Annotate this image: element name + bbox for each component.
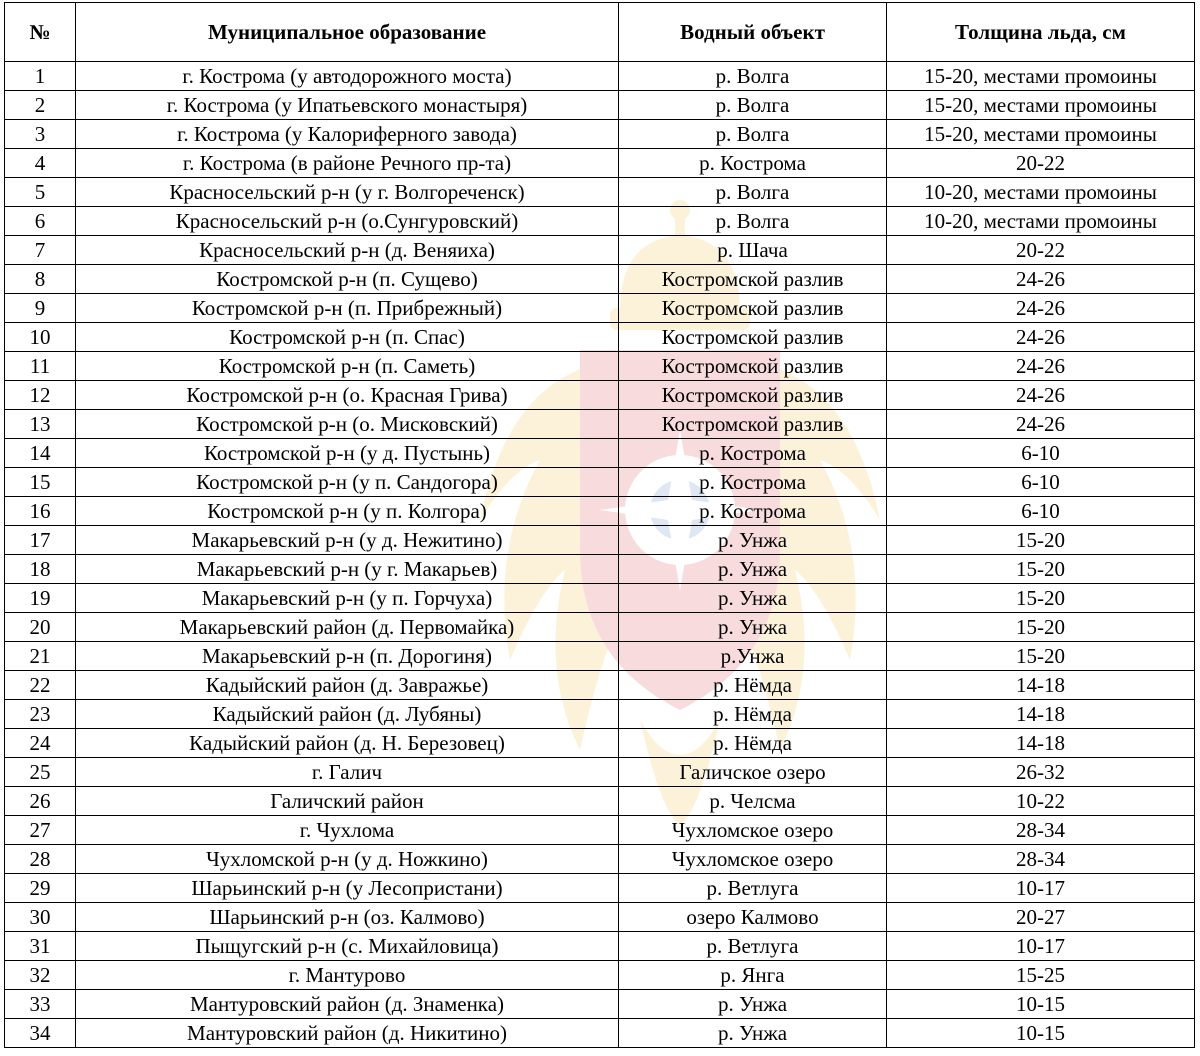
cell-number: 14 <box>5 439 76 468</box>
cell-number: 24 <box>5 729 76 758</box>
cell-ice-thickness: 10-22 <box>887 787 1195 816</box>
cell-ice-thickness: 24-26 <box>887 294 1195 323</box>
cell-water-body: р. Кострома <box>619 497 887 526</box>
table-row <box>5 671 1195 700</box>
cell-water-body: Костромской разлив <box>619 410 887 439</box>
cell-water-body: Костромской разлив <box>619 381 887 410</box>
cell-ice-thickness: 10-20, местами промоины <box>887 178 1195 207</box>
cell-number: 13 <box>5 410 76 439</box>
cell-water-body: р. Волга <box>619 207 887 236</box>
table-row <box>5 932 1195 961</box>
cell-municipality: Костромской р-н (о. Красная Грива) <box>76 381 619 410</box>
cell-municipality: Костромской р-н (п. Спас) <box>76 323 619 352</box>
table-row <box>5 700 1195 729</box>
cell-municipality: Пыщугский р-н (с. Михайловица) <box>76 932 619 961</box>
cell-number: 11 <box>5 352 76 381</box>
cell-water-body: р. Волга <box>619 120 887 149</box>
cell-ice-thickness: 15-20, местами промоины <box>887 62 1195 91</box>
header-water-body: Водный объект <box>619 3 887 62</box>
cell-water-body: р. Унжа <box>619 613 887 642</box>
cell-number: 31 <box>5 932 76 961</box>
cell-municipality: Костромской р-н (у д. Пустынь) <box>76 439 619 468</box>
cell-ice-thickness: 10-15 <box>887 1019 1195 1048</box>
cell-water-body: р. Волга <box>619 91 887 120</box>
cell-water-body: р. Кострома <box>619 149 887 178</box>
cell-water-body: р. Нёмда <box>619 700 887 729</box>
cell-water-body: р. Волга <box>619 62 887 91</box>
cell-ice-thickness: 15-20 <box>887 526 1195 555</box>
cell-number: 27 <box>5 816 76 845</box>
table-row <box>5 816 1195 845</box>
table-row <box>5 178 1195 207</box>
cell-water-body: р. Янга <box>619 961 887 990</box>
table-row <box>5 120 1195 149</box>
cell-number: 5 <box>5 178 76 207</box>
cell-number: 18 <box>5 555 76 584</box>
cell-ice-thickness: 24-26 <box>887 265 1195 294</box>
cell-number: 10 <box>5 323 76 352</box>
cell-water-body: р. Унжа <box>619 990 887 1019</box>
cell-municipality: г. Мантурово <box>76 961 619 990</box>
cell-municipality: Кадыйский район (д. Завражье) <box>76 671 619 700</box>
cell-municipality: Костромской р-н (у п. Колгора) <box>76 497 619 526</box>
cell-number: 6 <box>5 207 76 236</box>
cell-number: 1 <box>5 62 76 91</box>
table-row <box>5 642 1195 671</box>
cell-ice-thickness: 6-10 <box>887 497 1195 526</box>
cell-water-body: Костромской разлив <box>619 294 887 323</box>
cell-water-body: Галичское озеро <box>619 758 887 787</box>
table-row <box>5 323 1195 352</box>
cell-water-body: Костромской разлив <box>619 323 887 352</box>
cell-municipality: Костромской р-н (п. Прибрежный) <box>76 294 619 323</box>
table-row <box>5 497 1195 526</box>
cell-number: 8 <box>5 265 76 294</box>
cell-ice-thickness: 15-20, местами промоины <box>887 91 1195 120</box>
cell-municipality: Кадыйский район (д. Н. Березовец) <box>76 729 619 758</box>
cell-municipality: Макарьевский р-н (у п. Горчуха) <box>76 584 619 613</box>
cell-number: 32 <box>5 961 76 990</box>
cell-water-body: озеро Калмово <box>619 903 887 932</box>
cell-municipality: Шарьинский р-н (у Лесопристани) <box>76 874 619 903</box>
table-row <box>5 294 1195 323</box>
cell-municipality: Мантуровский район (д. Никитино) <box>76 1019 619 1048</box>
cell-municipality: Макарьевский р-н (у д. Нежитино) <box>76 526 619 555</box>
table-row <box>5 410 1195 439</box>
table-row <box>5 236 1195 265</box>
table-row <box>5 729 1195 758</box>
table-row <box>5 758 1195 787</box>
table-body <box>5 62 1195 1048</box>
table-row <box>5 1019 1195 1048</box>
cell-water-body: Костромской разлив <box>619 265 887 294</box>
table-row <box>5 149 1195 178</box>
cell-ice-thickness: 15-20 <box>887 642 1195 671</box>
cell-municipality: г. Кострома (у автодорожного моста) <box>76 62 619 91</box>
cell-water-body: р.Унжа <box>619 642 887 671</box>
cell-municipality: г. Кострома (у Калориферного завода) <box>76 120 619 149</box>
cell-ice-thickness: 20-22 <box>887 149 1195 178</box>
table-row <box>5 265 1195 294</box>
cell-number: 2 <box>5 91 76 120</box>
cell-number: 19 <box>5 584 76 613</box>
cell-water-body: р. Ветлуга <box>619 874 887 903</box>
table-row <box>5 845 1195 874</box>
cell-ice-thickness: 10-20, местами промоины <box>887 207 1195 236</box>
cell-number: 34 <box>5 1019 76 1048</box>
cell-municipality: Костромской р-н (о. Мисковский) <box>76 410 619 439</box>
cell-water-body: р. Кострома <box>619 468 887 497</box>
table-row <box>5 352 1195 381</box>
cell-number: 25 <box>5 758 76 787</box>
cell-municipality: Макарьевский район (д. Первомайка) <box>76 613 619 642</box>
cell-municipality: Шарьинский р-н (оз. Калмово) <box>76 903 619 932</box>
header-municipality: Муниципальное образование <box>76 3 619 62</box>
cell-ice-thickness: 14-18 <box>887 700 1195 729</box>
cell-municipality: Костромской р-н (п. Саметь) <box>76 352 619 381</box>
cell-number: 33 <box>5 990 76 1019</box>
cell-ice-thickness: 15-20 <box>887 555 1195 584</box>
cell-ice-thickness: 24-26 <box>887 410 1195 439</box>
cell-municipality: Костромской р-н (у п. Сандогора) <box>76 468 619 497</box>
cell-municipality: Чухломской р-н (у д. Ножкино) <box>76 845 619 874</box>
table-row <box>5 439 1195 468</box>
cell-municipality: Мантуровский район (д. Знаменка) <box>76 990 619 1019</box>
cell-ice-thickness: 20-27 <box>887 903 1195 932</box>
table-row <box>5 990 1195 1019</box>
cell-water-body: р. Нёмда <box>619 729 887 758</box>
cell-number: 16 <box>5 497 76 526</box>
cell-number: 22 <box>5 671 76 700</box>
cell-number: 9 <box>5 294 76 323</box>
table-row <box>5 207 1195 236</box>
table-row <box>5 62 1195 91</box>
cell-ice-thickness: 10-17 <box>887 874 1195 903</box>
cell-municipality: Макарьевский р-н (у г. Макарьев) <box>76 555 619 584</box>
cell-water-body: р. Унжа <box>619 584 887 613</box>
cell-water-body: р. Волга <box>619 178 887 207</box>
table-row <box>5 381 1195 410</box>
cell-ice-thickness: 6-10 <box>887 439 1195 468</box>
cell-municipality: г. Галич <box>76 758 619 787</box>
table-row <box>5 91 1195 120</box>
cell-number: 3 <box>5 120 76 149</box>
cell-number: 26 <box>5 787 76 816</box>
cell-water-body: р. Шача <box>619 236 887 265</box>
cell-municipality: Галичский район <box>76 787 619 816</box>
cell-ice-thickness: 28-34 <box>887 845 1195 874</box>
cell-ice-thickness: 10-17 <box>887 932 1195 961</box>
header-row <box>5 3 1195 62</box>
cell-municipality: Красносельский р-н (о.Сунгуровский) <box>76 207 619 236</box>
cell-number: 21 <box>5 642 76 671</box>
cell-water-body: р. Унжа <box>619 526 887 555</box>
cell-municipality: Кадыйский район (д. Лубяны) <box>76 700 619 729</box>
table-row <box>5 468 1195 497</box>
table-row <box>5 555 1195 584</box>
cell-number: 12 <box>5 381 76 410</box>
table-row <box>5 526 1195 555</box>
cell-ice-thickness: 24-26 <box>887 381 1195 410</box>
cell-ice-thickness: 15-20, местами промоины <box>887 120 1195 149</box>
cell-number: 20 <box>5 613 76 642</box>
cell-number: 23 <box>5 700 76 729</box>
cell-municipality: г. Чухлома <box>76 816 619 845</box>
cell-ice-thickness: 28-34 <box>887 816 1195 845</box>
cell-number: 29 <box>5 874 76 903</box>
header-number: № <box>5 3 76 62</box>
table-row <box>5 613 1195 642</box>
table-row <box>5 584 1195 613</box>
cell-water-body: р. Нёмда <box>619 671 887 700</box>
cell-number: 7 <box>5 236 76 265</box>
cell-ice-thickness: 10-15 <box>887 990 1195 1019</box>
cell-ice-thickness: 14-18 <box>887 671 1195 700</box>
cell-water-body: р. Унжа <box>619 555 887 584</box>
cell-water-body: р. Кострома <box>619 439 887 468</box>
cell-ice-thickness: 14-18 <box>887 729 1195 758</box>
cell-ice-thickness: 15-25 <box>887 961 1195 990</box>
header-ice-thickness: Толщина льда, см <box>887 3 1195 62</box>
cell-ice-thickness: 15-20 <box>887 613 1195 642</box>
cell-ice-thickness: 6-10 <box>887 468 1195 497</box>
cell-number: 30 <box>5 903 76 932</box>
cell-municipality: г. Кострома (в районе Речного пр-та) <box>76 149 619 178</box>
cell-water-body: р. Унжа <box>619 1019 887 1048</box>
cell-water-body: Чухломское озеро <box>619 845 887 874</box>
table-row <box>5 961 1195 990</box>
cell-municipality: Красносельский р-н (у г. Волгореченск) <box>76 178 619 207</box>
cell-number: 17 <box>5 526 76 555</box>
table-row <box>5 787 1195 816</box>
cell-ice-thickness: 26-32 <box>887 758 1195 787</box>
cell-ice-thickness: 15-20 <box>887 584 1195 613</box>
cell-water-body: р. Ветлуга <box>619 932 887 961</box>
cell-municipality: Макарьевский р-н (п. Дорогиня) <box>76 642 619 671</box>
cell-number: 15 <box>5 468 76 497</box>
cell-municipality: Красносельский р-н (д. Веняиха) <box>76 236 619 265</box>
table-row <box>5 903 1195 932</box>
cell-ice-thickness: 24-26 <box>887 323 1195 352</box>
cell-municipality: Костромской р-н (п. Сущево) <box>76 265 619 294</box>
cell-ice-thickness: 20-22 <box>887 236 1195 265</box>
cell-water-body: Чухломское озеро <box>619 816 887 845</box>
cell-water-body: р. Челсма <box>619 787 887 816</box>
cell-ice-thickness: 24-26 <box>887 352 1195 381</box>
cell-number: 4 <box>5 149 76 178</box>
cell-number: 28 <box>5 845 76 874</box>
table-row <box>5 874 1195 903</box>
cell-municipality: г. Кострома (у Ипатьевского монастыря) <box>76 91 619 120</box>
ice-thickness-table <box>4 2 1195 1048</box>
cell-water-body: Костромской разлив <box>619 352 887 381</box>
